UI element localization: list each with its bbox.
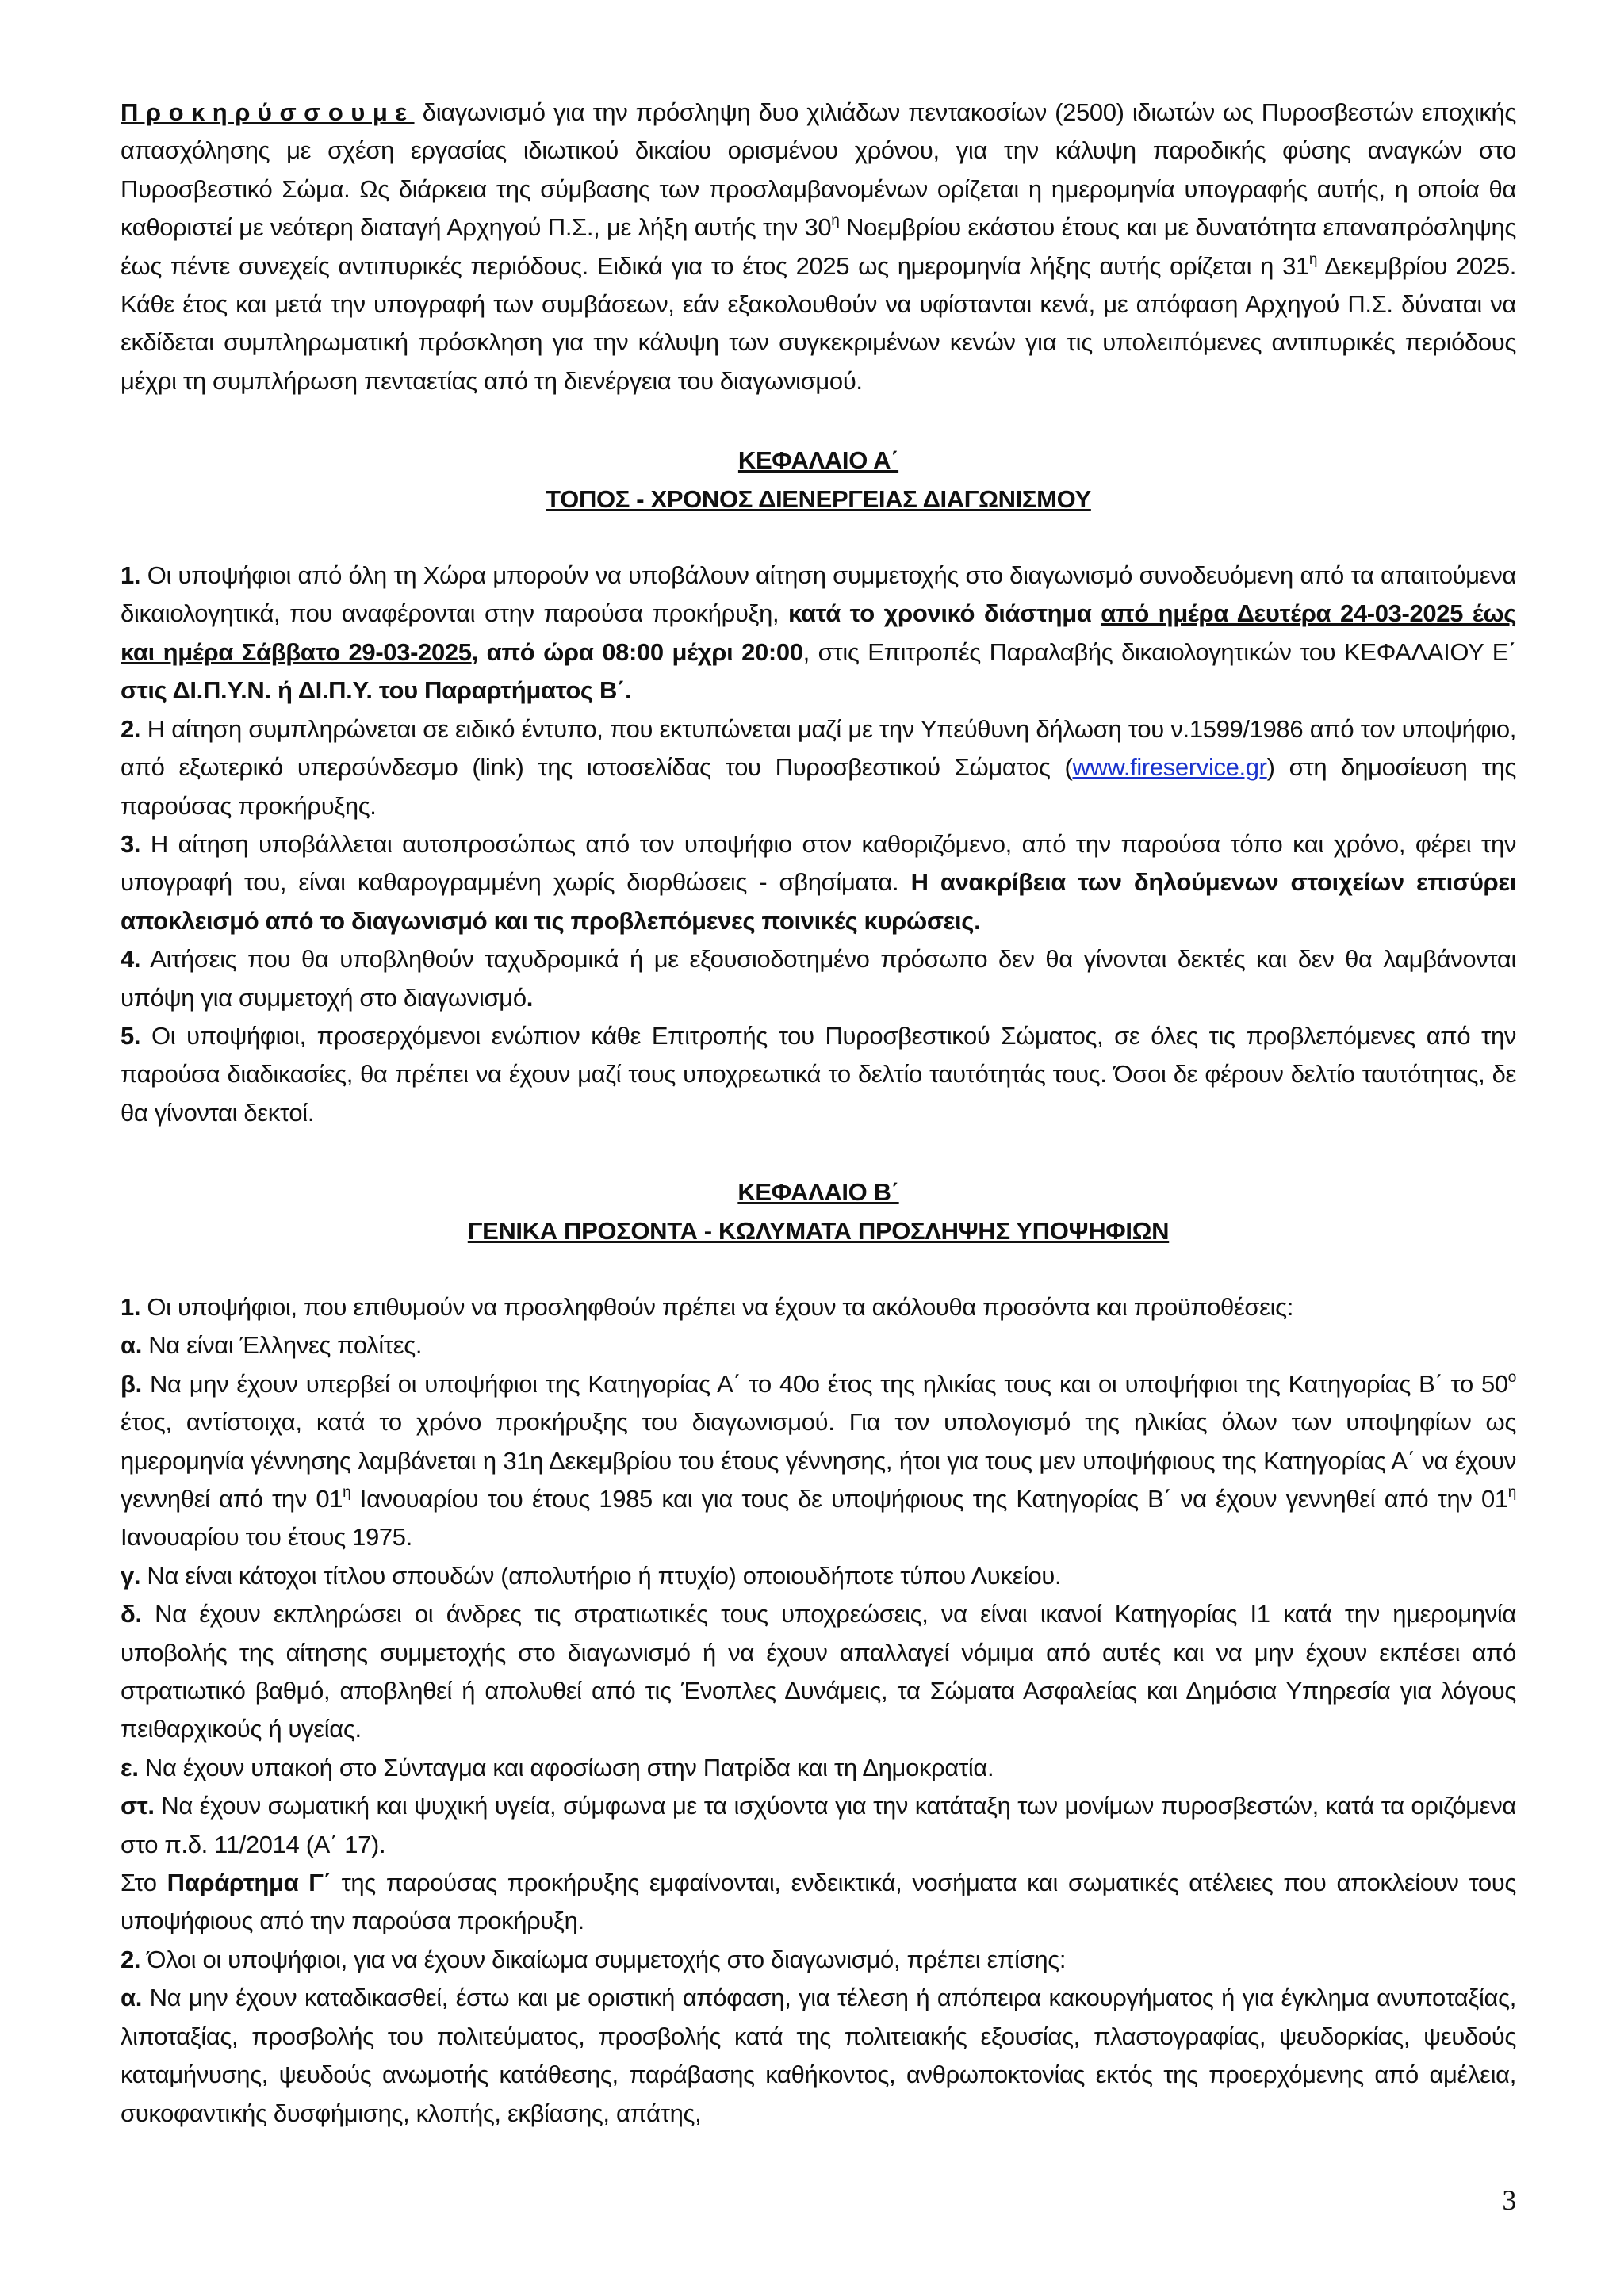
annex-reference: Παράρτημα Γ΄: [167, 1869, 331, 1897]
item-letter: ε.: [121, 1753, 139, 1781]
item-sup: η: [343, 1484, 351, 1501]
chapter-b-subtitle: ΓΕΝΙΚΑ ΠΡΟΣΟΝΤΑ - ΚΩΛΥΜΑΤΑ ΠΡΟΣΛΗΨΗΣ ΥΠΟΨΗΦΙΩΝ: [467, 1216, 1170, 1245]
item-bold-warning: Η ανακρίβεια των δηλούμενων στοιχείων επισύρει αποκλεισμό από το διαγωνισμό και τις προβλεπόμενες ποινικές κυρώσεις.: [121, 868, 1516, 935]
intro-sup-2: η: [1308, 251, 1318, 268]
document-body: [121, 94, 1516, 2133]
intro-text-3: Δεκεμβρίου 2025. Κάθε έτος και μετά την υπογραφή των συμβάσεων, εάν εξακολουθούν να υφίστανται κενά, με απόφαση Αρχηγού Π.Σ. δύναται να εκδίδεται συμπληρωματική πρόσκληση για την κάλυψη των συγκεκριμένων κενών για τις υπολειπόμενες αντιπυρικές περιόδους μέχρι τη συμπλήρωση πενταετίας από τη διενέργεια του διαγωνισμού.: [121, 251, 1516, 395]
chapter-a-item-3: [121, 825, 1516, 940]
item-bold-hours: , από ώρα 08:00 μέχρι 20:00: [471, 637, 803, 666]
item-text: Να είναι κάτοχοι τίτλου σπουδών (απολυτήριο ή πτυχίο) οποιουδήποτε τύπου Λυκείου.: [140, 1561, 1062, 1590]
chapter-a-item-4: [121, 940, 1516, 1017]
item-text: , στις Επιτροπές Παραλαβής δικαιολογητικών του ΚΕΦΑΛΑΙΟΥ Ε΄: [802, 637, 1516, 666]
item-text: Να μην έχουν καταδικασθεί, έστω και με οριστική απόφαση, για τέλεση ή απόπειρα κακουργήματος ή για έγκλημα ανυποταξίας, λιποταξίας, προσβολής του πολιτεύματος, προσβολής κατά της πολιτειακής εξουσίας, πλαστογραφίας, ψευδορκίας, ψευδούς καταμήνυσης, ψευδούς ανωμοτής κατάθεσης, παράβασης καθήκοντος, ανθρωποκτονίας εκτός της προερχόμενης από αμέλεια, συκοφαντικής δυσφήμισης, κλοπής, εκβίασης, απάτης,: [121, 1984, 1516, 2127]
chapter-b-subitem-b: [121, 1365, 1516, 1557]
chapter-a-title: ΚΕΦΑΛΑΙΟ Α΄: [737, 446, 899, 475]
item-text: Να έχουν εκπληρώσει οι άνδρες τις στρατιωτικές τους υποχρεώσεις, να είναι ικανοί Κατηγορίας Ι1 κατά την ημερομηνία υποβολής της αίτησης συμμετοχής στο διαγωνισμό ή να έχουν απαλλαγεί νόμιμα από αυτές και να μην έχουν εκπέσει από στρατιωτικό βαθμό, αποβληθεί ή απολυθεί από τις Ένοπλες Δυνάμεις, τα Σώματα Ασφαλείας και Δημόσια Υπηρεσία για λόγους πειθαρχικούς ή υγείας.: [121, 1600, 1516, 1743]
chapter-b-subitem-e: [121, 1749, 1516, 1787]
chapter-b-item-2: [121, 1941, 1516, 1979]
item-bold-period: .: [526, 983, 533, 1012]
item-text: Να είναι Έλληνες πολίτες.: [141, 1331, 423, 1360]
chapter-a-item-1: [121, 557, 1516, 710]
item-letter: α.: [121, 1984, 142, 2012]
chapter-b-subitem-c: [121, 1557, 1516, 1595]
item-text: Η αίτηση υποβάλλεται αυτοπροσώπως από τον υποψήφιο στον καθοριζόμενο, από την παρούσα τόπο και χρόνο, φέρει την υπογραφή του, είναι καθαρογραμμένη χωρίς διορθώσεις - σβησίματα.: [121, 829, 1516, 897]
chapter-b-title: ΚΕΦΑΛΑΙΟ Β΄: [737, 1178, 899, 1207]
chapter-b-subitem-a: [121, 1326, 1516, 1364]
item-letter: δ.: [121, 1600, 142, 1628]
item-text: Όλοι οι υποψήφιοι, για να έχουν δικαίωμα συμμετοχής στο διαγωνισμό, πρέπει επίσης:: [140, 1945, 1067, 1973]
item-text: έτος, αντίστοιχα, κατά το χρόνο προκήρυξης του διαγωνισμού. Για τον υπολογισμό της ηλικίας όλων των υποψηφίων ως ημερομηνία γέννησης λαμβάνεται η 31η Δεκεμβρίου του έτους γέννησης, ήτοι για τους μεν υποψήφιους της Κατηγορίας Α΄ να έχουν γεννηθεί από την 01: [121, 1408, 1516, 1513]
item-number: 1.: [121, 1292, 141, 1321]
intro-sup: η: [831, 212, 840, 230]
chapter-a-subtitle: ΤΟΠΟΣ - ΧΡΟΝΟΣ ΔΙΕΝΕΡΓΕΙΑΣ ΔΙΑΓΩΝΙΣΜΟΥ: [546, 484, 1091, 513]
fireservice-link[interactable]: www.fireservice.gr: [1072, 753, 1267, 782]
item-text: Οι υποψήφιοι, προσερχόμενοι ενώπιον κάθε Επιτροπής του Πυροσβεστικού Σώματος, σε όλες τις προβλεπόμενες από την παρούσα διαδικασίες, θα πρέπει να έχουν μαζί τους υποχρεωτικά το δελτίο ταυτότητάς τους. Όσοι δε φέρουν δελτίο ταυτότητας, δε θα γίνονται δεκτοί.: [121, 1021, 1516, 1127]
item-letter: β.: [121, 1369, 142, 1398]
item-text: Στο: [121, 1869, 167, 1897]
item-text: Να έχουν σωματική και ψυχική υγεία, σύμφωνα με τα ισχύοντα για την κατάταξη των μονίμων πυροσβεστών, κατά τα οριζόμενα στο π.δ. 11/2014 (Α΄ 17).: [121, 1792, 1516, 1858]
item-bold-annex: στις ΔΙ.Π.Υ.Ν. ή ΔΙ.Π.Υ. του Παραρτήματος Β΄.: [121, 676, 632, 705]
chapter-b-subitem-st: [121, 1787, 1516, 1864]
item-number: 3.: [121, 829, 141, 858]
item-text: Ιανουαρίου του έτους 1975.: [121, 1523, 412, 1552]
intro-spaced-word: Προκηρύσσουμε: [121, 98, 415, 126]
item-letter: στ.: [121, 1792, 155, 1820]
item-text: Να έχουν υπακοή στο Σύνταγμα και αφοσίωση στην Πατρίδα και τη Δημοκρατία.: [138, 1753, 994, 1781]
intro-paragraph: [121, 94, 1516, 400]
item-text: της παρούσας προκήρυξης εμφαίνονται, ενδεικτικά, νοσήματα και σωματικές ατέλειες που αποκλείουν τους υποψήφιους από την παρούσα προκήρυξη.: [121, 1869, 1516, 1935]
chapter-b-annex-note: [121, 1864, 1516, 1941]
item-number: 4.: [121, 945, 141, 974]
item-letter: γ.: [121, 1561, 141, 1590]
item-sup: η: [1507, 1484, 1516, 1501]
chapter-a-item-5: [121, 1017, 1516, 1132]
chapter-a-item-2: [121, 710, 1516, 825]
item-text: Ιανουαρίου του έτους 1985 και για τους δε υποψήφιους της Κατηγορίας Β΄ να έχουν γεννηθεί από την 01: [350, 1485, 1508, 1513]
item-bold-underlined-dates: από ημέρα Δευτέρα 24-03-2025 έως και ημέρα Σάββατο 29-03-2025: [121, 599, 1517, 666]
item-number: 1.: [121, 561, 141, 590]
item-text: Οι υποψήφιοι, που επιθυμούν να προσληφθούν πρέπει να έχουν τα ακόλουθα προσόντα και προϋποθέσεις:: [140, 1292, 1294, 1321]
item-text: Αιτήσεις που θα υποβληθούν ταχυδρομικά ή με εξουσιοδοτημένο πρόσωπο δεν θα γίνονται δεκτές και δεν θα λαμβάνονται υπόψη για συμμετοχή στο διαγωνισμό: [121, 945, 1516, 1012]
item-text: Να μην έχουν υπερβεί οι υποψήφιοι της Κατηγορίας Α΄ το 40ο έτος της ηλικίας τους και οι υποψήφιοι της Κατηγορίας Β΄ το 50: [141, 1369, 1508, 1398]
item-bold: κατά το χρονικό διάστημα: [787, 599, 1101, 628]
chapter-b-heading: [121, 1173, 1516, 1250]
page-number: 3: [1502, 2184, 1516, 2216]
chapter-b-subitem-d: [121, 1595, 1516, 1749]
item-text: Η αίτηση συμπληρώνεται σε ειδικό έντυπο, που εκτυπώνεται μαζί με την Υπεύθυνη δήλωση του ν.1599/1986 από τον υποψήφιο, από εξωτερικό υπερσύνδεσμο (link) της ιστοσελίδας του Πυροσβεστικού Σώματος (: [121, 714, 1516, 782]
chapter-b-item-2-subitem-a: [121, 1979, 1516, 2133]
item-text: ) στη δημοσίευση της παρούσας προκήρυξης.: [121, 753, 1516, 820]
item-letter: α.: [121, 1331, 142, 1360]
item-sup: ο: [1507, 1368, 1516, 1386]
item-number: 5.: [121, 1021, 141, 1050]
chapter-b-item-1: [121, 1288, 1516, 1326]
item-number: 2.: [121, 714, 141, 743]
item-text: Οι υποψήφιοι από όλη τη Χώρα μπορούν να υποβάλουν αίτηση συμμετοχής στο διαγωνισμό συνοδευόμενη από τα απαιτούμενα δικαιολογητικά, που αναφέρονται στην παρούσα προκήρυξη,: [121, 561, 1516, 628]
intro-text-2: Νοεμβρίου εκάστου έτους και με δυνατότητα επαναπρόσληψης έως πέντε συνεχείς αντιπυρικές περιόδους. Ειδικά για το έτος 2025 ως ημερομηνία λήξης αυτής ορίζεται η 31: [121, 213, 1516, 280]
chapter-a-heading: [121, 442, 1516, 519]
item-number: 2.: [121, 1945, 141, 1973]
intro-text: διαγωνισμό για την πρόσληψη δυο χιλιάδων πεντακοσίων (2500) ιδιωτών ως Πυροσβεστών εποχικής απασχόλησης με σχέση εργασίας ιδιωτικού δικαίου ορισμένου χρόνου, για την κάλυψη παροδικής φύσης αναγκών στο Πυροσβεστικό Σώμα. Ως διάρκεια της σύμβασης των προσλαμβανομένων ορίζεται η ημερομηνία υπογραφής αυτής, η οποία θα καθοριστεί με νεότερη διαταγή Αρχηγού Π.Σ., με λήξη αυτής την 30: [121, 98, 1516, 242]
